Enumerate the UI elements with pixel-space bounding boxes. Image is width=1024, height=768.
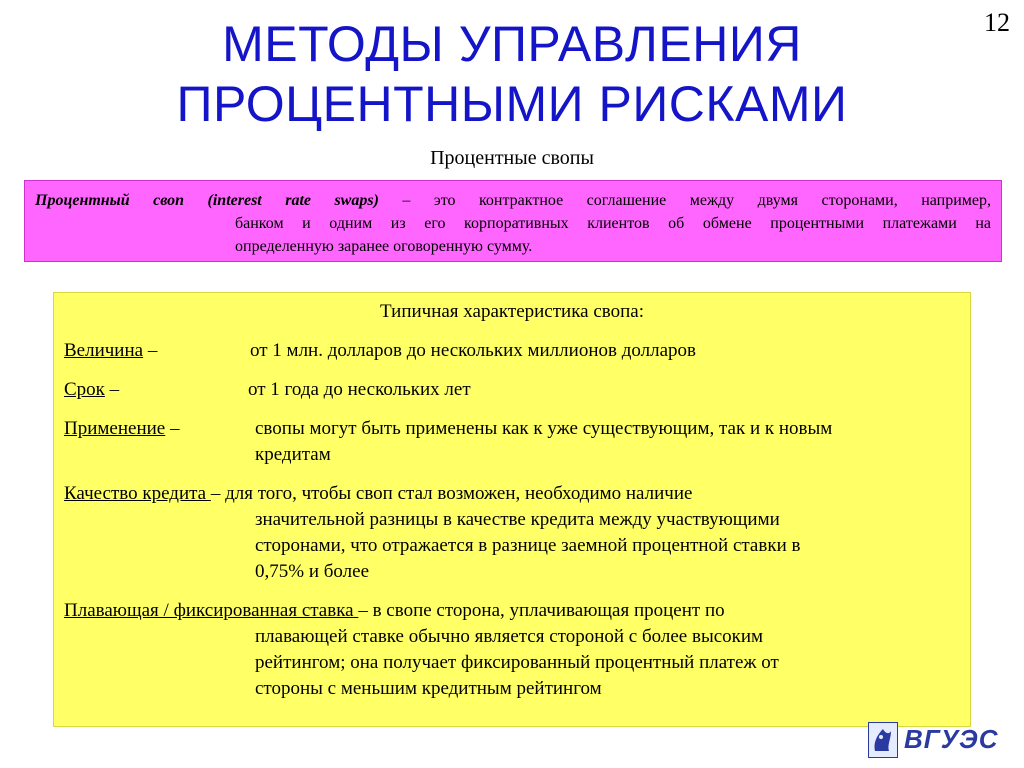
row-label: Качество кредита: [64, 483, 211, 504]
slide-number: 12: [984, 8, 1010, 37]
definition-box: [24, 180, 1002, 262]
row-separator: – в свопе сторона, уплачивающая процент по: [358, 600, 725, 621]
title-line-2: ПРОЦЕНТНЫМИ РИСКАМИ: [176, 76, 848, 132]
slide-title: [0, 14, 1024, 134]
row-label: Срок: [64, 379, 105, 400]
university-logo: [868, 720, 999, 760]
characteristic-row-application: [64, 416, 960, 468]
row-label: Плавающая / фиксированная ставка: [64, 600, 359, 621]
row-separator: –: [104, 379, 120, 400]
row-label: Применение: [64, 418, 166, 439]
row-continuation: стороны с меньшим кредитным рейтингом: [255, 678, 602, 699]
characteristics-box: [53, 292, 971, 727]
row-value: от 1 года до нескольких лет: [248, 379, 471, 400]
characteristic-row-term: [64, 377, 960, 403]
characteristic-row-credit-quality: [64, 481, 960, 585]
definition-line-2: банком и одним из его корпоративных клиентов об обмене процентными платежами на: [235, 215, 991, 232]
row-continuation: 0,75% и более: [255, 561, 370, 582]
definition-line-3: определенную заранее оговоренную сумму.: [235, 238, 533, 255]
row-label: Величина: [64, 340, 144, 361]
definition-line-1: [35, 189, 991, 212]
row-value: от 1 млн. долларов до нескольких миллионов долларов: [250, 340, 696, 361]
characteristics-heading: Типичная характеристика свопа:: [380, 301, 644, 322]
slide-subtitle: Процентные свопы: [430, 147, 594, 169]
row-continuation: значительной разницы в качестве кредита между участвующими: [255, 509, 780, 530]
row-continuation: рейтингом; она получает фиксированный процентный платеж от: [255, 652, 779, 673]
row-separator: – для того, чтобы своп стал возможен, необходимо наличие: [210, 483, 693, 504]
row-continuation: плавающей ставке обычно является стороной с более высоким: [255, 626, 764, 647]
characteristic-row-size: [64, 338, 960, 364]
row-continuation: кредитам: [255, 444, 331, 465]
definition-term: Процентный своп (interest rate swaps): [35, 192, 379, 209]
row-value: свопы могут быть применены как к уже существующим, так и к новым: [255, 418, 833, 439]
row-separator: –: [165, 418, 180, 439]
row-continuation: сторонами, что отражается в разнице заемной процентной ставки в: [255, 535, 801, 556]
logo-text: ВГУЭС: [904, 724, 999, 754]
definition-text-1: – это контрактное соглашение между двумя сторонами, например,: [378, 192, 992, 209]
characteristic-row-floating-fixed: [64, 598, 960, 702]
emblem-icon: [868, 722, 898, 758]
row-separator: –: [143, 340, 158, 361]
title-line-1: МЕТОДЫ УПРАВЛЕНИЯ: [222, 16, 802, 72]
